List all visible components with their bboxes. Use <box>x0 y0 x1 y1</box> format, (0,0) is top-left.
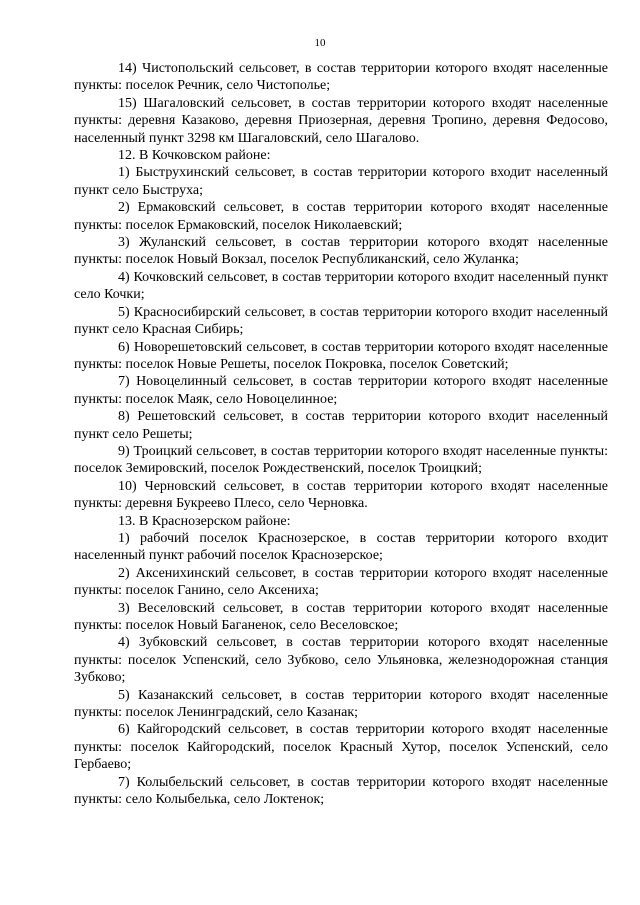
paragraph: 15) Шагаловский сельсовет, в состав территории которого входят населенные пункты: деревня Казаково, деревня Приозерная, деревня Тропино, деревня Федосово, населенный пункт 3298 км Шагаловский, село Шагалово. <box>74 95 608 146</box>
paragraph: 4) Кочковский сельсовет, в состав территории которого входит населенный пункт село Кочки; <box>74 269 608 303</box>
paragraph: 2) Ермаковский сельсовет, в состав территории которого входят населенные пункты: поселок Ермаковский, поселок Николаевский; <box>74 200 608 233</box>
paragraph: 3) Жуланский сельсовет, в состав территории которого входят населенные пункты: поселок Новый Вокзал, поселок Республиканский, село Жуланка; <box>74 235 608 268</box>
paragraph: 6) Новорешетовский сельсовет, в состав территории которого входят населенные пункты: поселок Новые Решеты, поселок Покровка, поселок Советский; <box>74 339 608 372</box>
paragraph: 14) Чистопольский сельсовет, в состав территории которого входят населенные пункты: поселок Речник, село Чистополье; <box>74 61 608 94</box>
paragraph: 10) Черновский сельсовет, в состав территории которого входят населенные пункты: деревня Букреево Плесо, село Черновка. <box>74 478 608 512</box>
paragraph: 8) Решетовский сельсовет, в состав территории которого входит населенный пункт село Решеты; <box>74 409 608 442</box>
paragraph: 5) Казанакский сельсовет, в состав территории которого входят населенные пункты: поселок Ленинградский, село Казанак; <box>74 687 608 721</box>
section-heading: 12. В Кочковском районе: <box>118 148 271 164</box>
paragraph: 1) рабочий поселок Краснозерское, в состав территории которого входит населенный пункт рабочий поселок Краснозерское; <box>74 530 608 564</box>
section-heading: 13. В Краснозерском районе: <box>118 513 291 529</box>
document-body <box>74 60 608 808</box>
paragraph: 9) Троицкий сельсовет, в состав территории которого входят населенные пункты: поселок Земировский, поселок Рождественский, поселок Троицкий; <box>74 443 608 477</box>
paragraph: 5) Красносибирский сельсовет, в состав территории которого входит населенный пункт село Красная Сибирь; <box>74 304 608 338</box>
paragraph: 6) Кайгородский сельсовет, в состав территории которого входят населенные пункты: поселок Кайгородский, поселок Красный Хутор, поселок Успенский, село Гербаево; <box>74 722 608 773</box>
paragraph: 7) Новоцелинный сельсовет, в состав территории которого входят населенные пункты: поселок Маяк, село Новоцелинное; <box>74 374 608 407</box>
paragraph: 3) Веселовский сельсовет, в состав территории которого входят населенные пункты: поселок Новый Баганенок, село Веселовское; <box>74 600 608 633</box>
paragraph: 2) Аксенихинский сельсовет, в состав территории которого входят населенные пункты: поселок Ганино, село Аксениха; <box>74 565 608 599</box>
paragraph: 7) Колыбельский сельсовет, в состав территории которого входят населенные пункты: село Колыбелька, село Локтенок; <box>74 774 608 808</box>
paragraph: 4) Зубковский сельсовет, в состав территории которого входят населенные пункты: поселок Успенский, село Зубково, село Ульяновка, железнодорожная станция Зубково; <box>74 635 608 686</box>
paragraph: 1) Быструхинский сельсовет, в состав территории которого входит населенный пункт село Быструха; <box>74 165 608 198</box>
page-number: 10 <box>314 37 326 49</box>
